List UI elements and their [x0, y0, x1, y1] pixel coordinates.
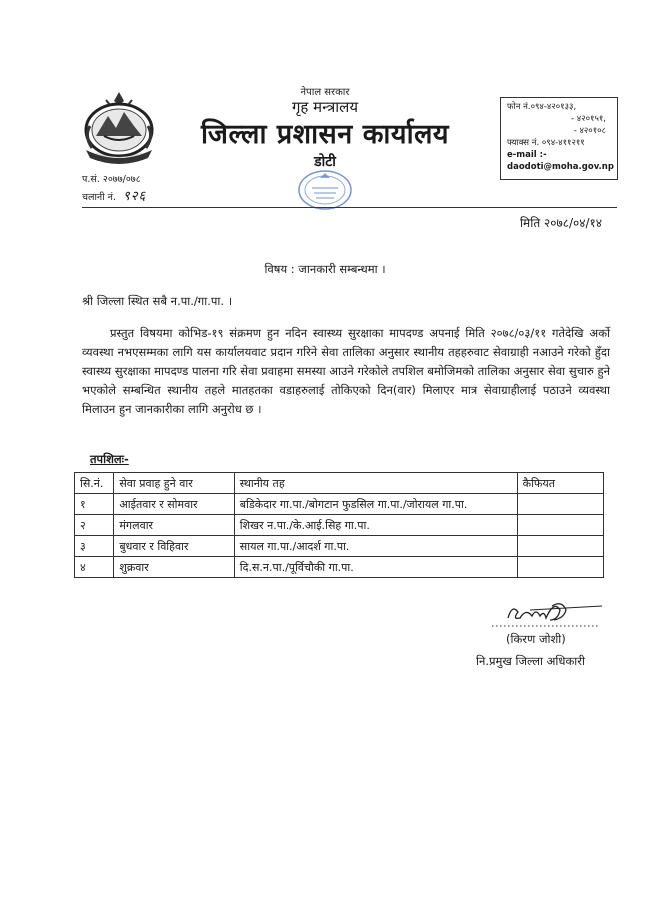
government-name: नेपाल सरकार	[300, 87, 350, 98]
email-address: daodoti@moha.gov.np	[507, 162, 614, 172]
office-name: जिल्ला प्रशासन कार्यालय	[200, 119, 450, 150]
cell-local-level: दि.स.न.पा./पूर्विचौकी गा.पा.	[234, 557, 517, 578]
phone-line-1: फोन नं.०९४-४२०१३३,	[507, 102, 577, 112]
header-serial: सि.नं.	[75, 473, 114, 494]
cell-serial: २	[75, 515, 114, 536]
table-header-row	[75, 473, 604, 494]
contact-box	[500, 97, 618, 180]
letter-subject: विषय : जानकारी सम्बन्धमा ।	[264, 262, 386, 276]
schedule-table	[74, 472, 604, 578]
phone-line-2: - ४२०१५१,	[571, 114, 606, 124]
cell-serial: १	[75, 494, 114, 515]
table-row	[75, 494, 604, 515]
cell-service-day: मंगलवार	[114, 515, 234, 536]
office-stamp-icon	[296, 168, 354, 212]
header-divider	[82, 207, 617, 208]
cell-service-day: शुक्रवार	[114, 557, 234, 578]
ministry-name: गृह मन्त्रालय	[291, 98, 359, 116]
letter-date: मिति २०७८/०४/१४	[519, 216, 602, 230]
letter-addressee: श्री जिल्ला स्थित सबै न.पा./गा.पा. ।	[82, 294, 233, 308]
header-local-level: स्थानीय तह	[234, 473, 517, 494]
office-location: डोटी	[314, 154, 336, 170]
email-label: e-mail :-	[507, 150, 547, 160]
table-row	[75, 515, 604, 536]
cell-local-level: शिखर न.पा./के.आई.सिह गा.पा.	[234, 515, 517, 536]
cell-local-level: सायल गा.पा./आदर्श गा.पा.	[234, 536, 517, 557]
cell-service-day: बुधवार र विहिवार	[114, 536, 234, 557]
cell-remarks	[517, 557, 603, 578]
cell-remarks	[517, 515, 603, 536]
cell-local-level: बडिकेदार गा.पा./बोगटान फुडसिल गा.पा./जोरायल गा.पा.	[234, 494, 517, 515]
signature-icon	[490, 596, 610, 630]
schedule-title: तपशिलः-	[90, 452, 129, 466]
dispatch-number-row	[82, 186, 146, 204]
cell-serial: ४	[75, 557, 114, 578]
header-remarks: कैफियत	[517, 473, 603, 494]
signatory-name: (किरण जोशी)	[506, 632, 566, 646]
table-row	[75, 536, 604, 557]
signatory-title: नि.प्रमुख जिल्ला अधिकारी	[476, 654, 585, 668]
phone-line-3: - ४२०१०८	[573, 126, 606, 136]
dispatch-number: ९२६	[123, 189, 147, 204]
letter-body: प्रस्तुत विषयमा कोभिड-१९ संक्रमण हुन नदिन स्वास्थ्य सुरक्षाका मापदण्ड अपनाई मिति २०७८/०३/११ गतेदेखि अर्को व्यवस्था नभएसम्मका लागि यस कार्यालयवाट प्रदान गरिने सेवा तालिका अनुसार स्थानीय तहहरुवाट सेवाग्राही नआउने गरेको हुँदा स्वास्थ्य सुरक्षाका मापदण्ड पालना गरि सेवा प्रवाहमा समस्या आउने गरेकोले तपशिल बमोजिमको तालिका अनुसार सेवा सुचारु हुने भएकोले सम्बन्धित स्थानीय तहले मातहतका वडाहरुलाई तोकिएको दिन(वार) मिलाएर मात्र सेवाग्राहीलाई पठाउने व्यवस्था मिलाउन हुन जानकारीका लागि अनुरोध छ ।	[82, 326, 610, 416]
cell-service-day: आईतवार र सोमवार	[114, 494, 234, 515]
cell-remarks	[517, 536, 603, 557]
fiscal-year: प.सं. २०७७/०७८	[82, 174, 141, 185]
table-row	[75, 557, 604, 578]
header-service-day: सेवा प्रवाह हुने वार	[114, 473, 234, 494]
cell-remarks	[517, 494, 603, 515]
dispatch-label: चलानी नं.	[82, 192, 116, 203]
fax-line: फ्याक्स नं. ०९४-४११२११	[507, 138, 585, 148]
cell-serial: ३	[75, 536, 114, 557]
